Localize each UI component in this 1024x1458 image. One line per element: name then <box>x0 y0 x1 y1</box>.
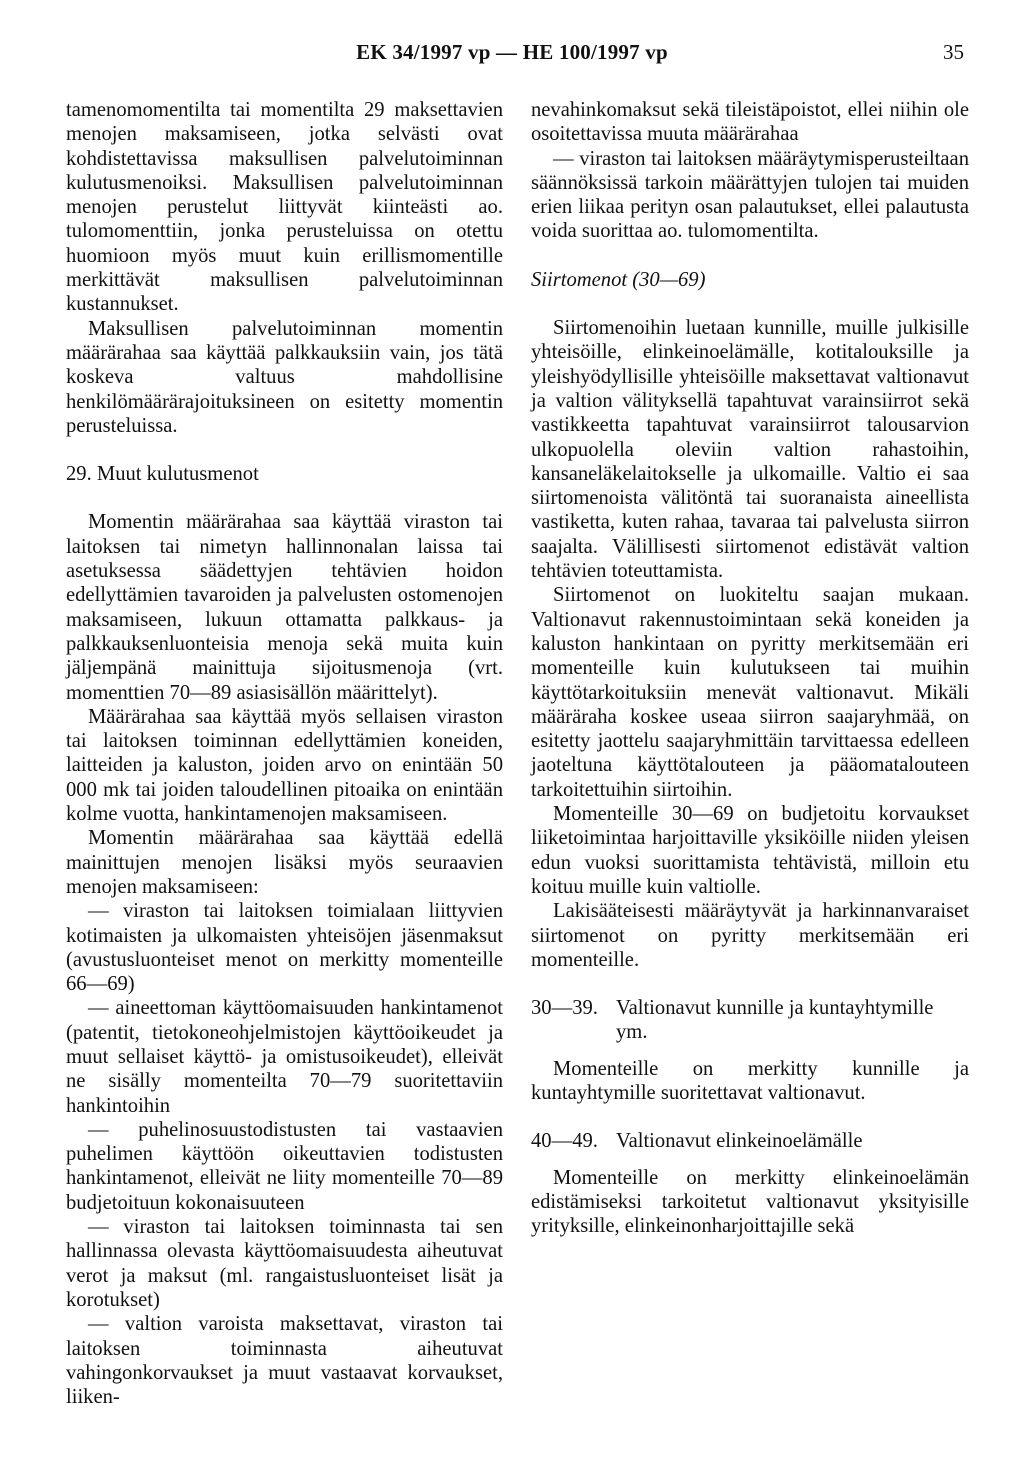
dash-list-item: — viraston tai laitoksen määräytymisperusteiltaan säännöksissä tarkoin määrättyjen tulojen tai muiden erien liikaa perityn osan palautukset, ellei palautusta voida suorittaa ao. tulomomentilta. <box>531 147 969 243</box>
dash-list-item: — aineettoman käyttöomaisuuden hankintamenot (patentit, tietokoneohjelmistojen käyttöoikeudet ja muut sellaiset käyttö- ja omistusoikeudet), elleivät ne sisälly momenteilta 70—79 suoritettaviin hankintoihin <box>66 997 503 1117</box>
paragraph: Määrärahaa saa käyttää myös sellaisen viraston tai laitoksen toiminnan edellyttämien koneiden, laitteiden ja kaluston, joiden arvo on enintään 50 000 mk tai joiden taloudellinen pitoaika on enintään kolme vuotta, hankintamenojen maksamiseen. <box>66 705 503 826</box>
paragraph: Siirtomenoihin luetaan kunnille, muille julkisille yhteisöille, elinkeinoelämälle, kotitalouksille ja yleishyödyllisille yhteisöille maksettavat valtionavut ja valtion välityksellä tapahtuvat varainsiirrot sekä vastikkeetta tapahtuvat varainsiirrot talousarvion ulkopuolella oleviin valtion rahastoihin, kansaneläkelaitokselle ja ulkomaille. Valtio ei saa siirtomenoista välitöntä tai suoranaista aineellista vastiketta, kuten rahaa, tavaraa tai palvelusta siirron saajalta. Välillisesti siirtomenot edistävät valtion tehtävien toteuttamista. <box>531 317 969 583</box>
spacer <box>531 1105 969 1129</box>
heading-number: 30—39. <box>531 997 598 1020</box>
spacer <box>531 292 969 316</box>
paragraph: Momentin määrärahaa saa käyttää edellä mainittujen menojen lisäksi myös seuraavien menojen maksamiseen: <box>66 827 503 898</box>
paragraph: Lakisääteisesti määräytyvät ja harkinnanvaraiset siirtomenot on pyritty merkitsemään eri momenteille. <box>531 900 969 971</box>
left-column <box>66 98 503 1409</box>
section-heading-siirtomenot: Siirtomenot (30—69) <box>531 268 706 291</box>
paragraph: Momenteille on merkitty elinkeinoelämän edistämiseksi tarkoitetut valtionavut yksityisille yrityksille, elinkeinonharjoittajille sekä <box>531 1166 969 1238</box>
right-column <box>531 98 969 1238</box>
header-title: EK 34/1997 vp — HE 100/1997 vp <box>356 40 668 64</box>
page-number: 35 <box>943 40 964 64</box>
dash-list-item: — puhelinosuustodistusten tai vastaavien puhelimen käyttöön oikeuttavien todistusten hankintamenot, elleivät ne liity momenteille 70—89 budjetoituun kokonaisuuteen <box>66 1118 503 1214</box>
dash-list-item: — viraston tai laitoksen toimialaan liittyvien kotimaisten ja ulkomaisten yhteisöjen jäsenmaksut (avustusluonteiset menot on merkitty momenteille 66—69) <box>66 900 503 996</box>
paragraph: Momenteille 30—69 on budjetoitu korvaukset liiketoimintaa harjoittaville yksiköille niiden yleisen edun vuoksi suorittamista tehtävistä, milloin etu koituu muille kuin valtiolle. <box>531 803 969 898</box>
spacer <box>531 1045 969 1057</box>
dash-list-item: — viraston tai laitoksen toiminnasta tai sen hallinnassa olevasta käyttöomaisuudesta aiheutuvat verot ja maksut (ml. rangaistusluonteiset lisät ja korotukset) <box>66 1216 503 1311</box>
section-heading-40-49 <box>531 1129 969 1153</box>
section-heading-30-39 <box>531 996 969 1045</box>
spacer <box>531 1154 969 1166</box>
spacer <box>66 486 503 510</box>
heading-number: 40—49. <box>531 1130 598 1153</box>
section-heading-29: 29. Muut kulutusmenot <box>66 463 259 486</box>
paragraph: Siirtomenot on luokiteltu saajan mukaan. Valtionavut rakennustoimintaan sekä koneiden ja kaluston hankintaan on pyritty merkitsemään eri momenteille kuin kulutukseen tai muihin käyttötarkoituksiin menevät valtionavut. Mikäli määräraha koskee useaa siirron saajaryhmää, on esitetty jaottelu saajaryhmittäin tarvittaessa edelleen jaoteltuna käyttötalouteen ja pääomatalouteen tarkoitettuihin siirtoihin. <box>531 584 969 801</box>
spacer <box>66 438 503 462</box>
paragraph: tamenomomentilta tai momentilta 29 maksettavien menojen maksamiseen, jotka selvästi ovat kohdistettavissa maksullisen palvelutoiminnan kulutusmenoiksi. Maksullisen palvelutoiminnan menojen perustelut liittyvät kiinteästi ao. tulomomenttiin, jonka perusteluissa on otettu huomioon myös muut kuin erillismomentille merkittävät maksullisen palvelutoiminnan kustannukset. <box>66 99 503 316</box>
dash-list-item: — valtion varoista maksettavat, viraston tai laitoksen toiminnasta aiheutuvat vahingonkorvaukset ja muut vastaavat korvaukset, liiken- <box>66 1313 503 1409</box>
heading-text: Valtionavut kunnille ja kuntayhtymille ym. <box>616 997 934 1044</box>
page-header <box>0 40 1024 76</box>
paragraph: nevahinkomaksut sekä tileistäpoistot, ellei niihin ole osoitettavissa muuta määrärahaa <box>531 99 969 146</box>
paragraph: Momenteille on merkitty kunnille ja kuntayhtymille suoritettavat valtionavut. <box>531 1057 969 1104</box>
paragraph: Maksullisen palvelutoiminnan momentin määrärahaa saa käyttää palkkauksiin vain, jos tätä koskeva valtuus mahdollisine henkilömäärärajoituksineen on esitetty momentin perusteluissa. <box>66 317 503 437</box>
spacer <box>531 972 969 996</box>
heading-text: Valtionavut elinkeinoelämälle <box>616 1130 863 1153</box>
spacer <box>531 244 969 268</box>
paragraph: Momentin määrärahaa saa käyttää viraston tai laitoksen tai nimetyn hallinnonalan laissa tai asetuksessa säädettyjen tehtävien hoidon edellyttämien tavaroiden ja palvelusten ostomenojen maksamiseen, lukuun ottamatta palkkaus- ja palkkauksenluonteisia menoja sekä muita kuin jäljempänä mainittuja sijoitusmenoja (vrt. momenttien 70—89 asiasisällön määrittelyt). <box>66 511 503 704</box>
